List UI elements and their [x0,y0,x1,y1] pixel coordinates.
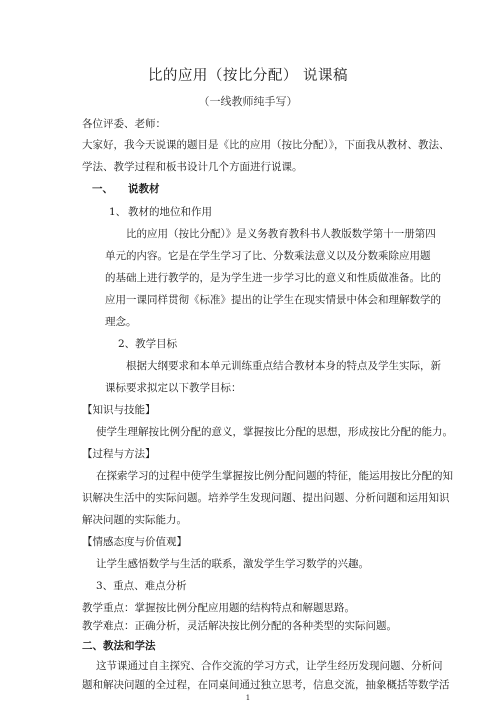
goal-knowledge-heading: 【知识与技能】 [82,404,156,416]
section-1-title: 说教材 [128,183,160,195]
subsection-1-line-2: 单元的内容。它是在学生学习了比、分数乘法意义以及分数乘除应用题 [105,250,431,262]
intro-line-2: 学法、教学过程和板书设计几个方面进行说课。 [82,161,303,173]
subsection-2-line-2: 课标要求拟定以下教学目标： [105,382,242,394]
section-1-number: 一、 [92,183,113,195]
goal-knowledge-text: 使学生理解按比例分配的意义，掌握按比分配的思想，形成按比分配的能力。 [96,426,453,438]
goal-process-line-1: 在探索学习的过程中使学生掌握按比例分配问题的特征，能运用按比分配的知 [96,470,453,482]
intro-line-1: 大家好，我今天说课的题目是《比的应用（按比分配）》，下面我从教材、教法、 [82,139,450,151]
subsection-1-line-1: 比的应用（按比分配）》是义务教育教科书人教版数学第十一册第四 [126,228,436,240]
greeting: 各位评委、老师： [82,118,166,130]
page-number: 1 [245,694,251,702]
page-subtitle: （一线教师纯手写） [198,95,298,108]
goal-process-line-2: 识解决生活中的实际问题。培养学生发现问题、提出问题、分析问题和运用知识 [82,492,450,504]
subsection-1-line-5: 理念。 [105,316,137,328]
goal-process-line-3: 解决问题的实际能力。 [82,514,187,526]
goal-emotion-heading: 【情感态度与价值观】 [82,536,187,548]
page-title: 比的应用（按比分配） 说课稿 [147,68,349,84]
subsection-3-title: 3、重点、难点分析 [96,580,187,592]
section-2-line-1: 这节课通过自主探究、合作交流的学习方式，让学生经历发现问题、分析问 [96,660,443,672]
difficulty-line: 教学难点：正确分析，灵活解决按比例分配的各种类型的实际问题。 [82,620,397,632]
section-2-title: 二、教法和学法 [82,640,156,652]
subsection-1-line-3: 的基础上进行教学的，是为学生进一步学习比的意义和性质做准备。比的 [105,272,441,284]
subsection-1-line-4: 应用一课同样贯彻《标准》提出的让学生在现实情景中体会和理解数学的 [105,294,441,306]
goal-emotion-text: 让学生感悟数学与生活的联系，激发学生学习数学的兴趣。 [96,558,369,570]
section-2-line-2: 题和解决问题的全过程，在同桌间通过独立思考，信息交流，抽象概括等数学活 [82,679,450,691]
goal-process-heading: 【过程与方法】 [82,448,156,460]
subsection-2-title: 2、教学目标 [118,338,178,350]
subsection-2-line-1: 根据大纲要求和本单元训练重点结合教材本身的特点及学生实际，新 [126,360,441,372]
subsection-1-number: 1、 [109,206,127,218]
key-point-line: 教学重点：掌握按比例分配应用题的结构特点和解题思路。 [82,602,355,614]
subsection-1-title: 教材的地位和作用 [128,206,212,218]
